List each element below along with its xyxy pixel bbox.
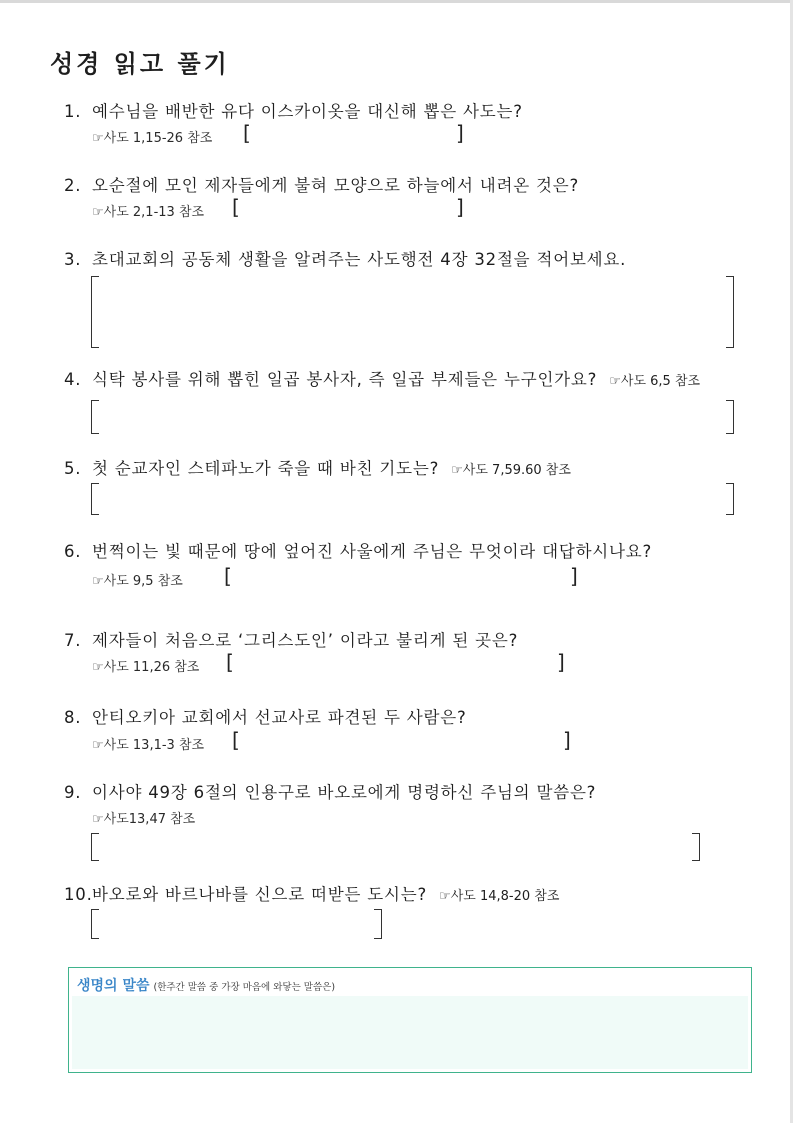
question-1-ref: ☞사도 1,15-26 참조: [92, 131, 213, 146]
question-number: 9.: [64, 783, 82, 802]
answer-5-bracket-open: [91, 483, 99, 515]
question-7: [64, 627, 518, 651]
question-2: [64, 172, 579, 196]
question-3: [64, 246, 626, 270]
question-5: [64, 455, 571, 479]
word-of-life-subtitle: (한주간 말씀 중 가장 마음에 와닿는 말씀은): [153, 982, 336, 993]
page-title: 성경 읽고 풀기: [50, 50, 230, 78]
question-number: 1.: [64, 102, 82, 121]
question-text: 첫 순교자인 스테파노가 죽을 때 바친 기도는?: [92, 459, 440, 478]
answer-1-bracket-close: ]: [456, 121, 464, 145]
question-8: [64, 704, 467, 728]
answer-6-bracket-close: ]: [570, 564, 578, 588]
answer-2-bracket-close: ]: [456, 195, 464, 219]
question-7-ref: ☞사도 11,26 참조: [92, 660, 200, 675]
answer-4-bracket-close: [726, 400, 734, 434]
answer-9-bracket-close: [692, 833, 700, 861]
question-number: 6.: [64, 542, 82, 561]
question-number: 8.: [64, 708, 82, 727]
question-text: 초대교회의 공동체 생활을 알려주는 사도행전 4장 32절을 적어보세요.: [92, 250, 627, 269]
question-text: 오순절에 모인 제자들에게 불혀 모양으로 하늘에서 내려온 것은?: [92, 176, 580, 195]
question-9-ref: ☞사도13,47 참조: [92, 812, 196, 827]
question-9: [64, 779, 596, 803]
question-6: [64, 538, 652, 562]
question-5-ref: ☞사도 7,59.60 참조: [451, 463, 571, 478]
answer-3-bracket-open: [91, 276, 99, 348]
answer-1-bracket-open: [: [243, 121, 251, 145]
question-number: 2.: [64, 176, 82, 195]
question-1: [64, 98, 523, 122]
answer-10-bracket-open: [91, 909, 99, 939]
word-of-life-box: [68, 967, 752, 1073]
answer-5-bracket-close: [726, 483, 734, 515]
answer-10-bracket-close: [374, 909, 382, 939]
question-number: 10.: [64, 885, 93, 904]
question-text: 예수님을 배반한 유다 이스카이옷을 대신해 뽑은 사도는?: [92, 102, 523, 121]
answer-6-bracket-open: [: [224, 564, 232, 588]
word-of-life-heading: [77, 975, 335, 995]
question-number: 7.: [64, 631, 82, 650]
question-number: 3.: [64, 250, 82, 269]
question-text: 번쩍이는 빛 때문에 땅에 엎어진 사울에게 주님은 무엇이라 대답하시나요?: [92, 542, 653, 561]
word-of-life-writing-area[interactable]: [72, 996, 748, 1069]
word-of-life-title: 생명의 말씀: [77, 978, 150, 994]
question-6-ref: ☞사도 9,5 참조: [92, 574, 183, 589]
question-number: 5.: [64, 459, 82, 478]
answer-9-bracket-open: [91, 833, 99, 861]
question-4-ref: ☞사도 6,5 참조: [609, 374, 701, 389]
answer-8-bracket-close: ]: [563, 728, 571, 752]
question-text: 식탁 봉사를 위해 뽑힌 일곱 봉사자, 즉 일곱 부제들은 누구인가요?: [92, 370, 598, 389]
question-10-ref: ☞사도 14,8-20 참조: [439, 889, 560, 904]
question-10: [64, 881, 559, 905]
question-text: 안티오키아 교회에서 선교사로 파견된 두 사람은?: [92, 708, 467, 727]
question-text: 이사야 49장 6절의 인용구로 바오로에게 명령하신 주님의 말씀은?: [92, 783, 597, 802]
scan-edge-top: [0, 0, 793, 3]
answer-3-bracket-close: [726, 276, 734, 348]
answer-7-bracket-close: ]: [557, 650, 565, 674]
question-text: 바오로와 바르나바를 신으로 떠받든 도시는?: [92, 885, 428, 904]
answer-2-bracket-open: [: [232, 195, 240, 219]
question-number: 4.: [64, 370, 82, 389]
answer-8-bracket-open: [: [232, 728, 240, 752]
question-2-ref: ☞사도 2,1-13 참조: [92, 205, 205, 220]
question-4: [64, 366, 700, 390]
question-8-ref: ☞사도 13,1-3 참조: [92, 738, 205, 753]
question-text: 제자들이 처음으로 ‘그리스도인’ 이라고 불리게 된 곳은?: [92, 631, 519, 650]
answer-7-bracket-open: [: [226, 650, 234, 674]
answer-4-bracket-open: [91, 400, 99, 434]
